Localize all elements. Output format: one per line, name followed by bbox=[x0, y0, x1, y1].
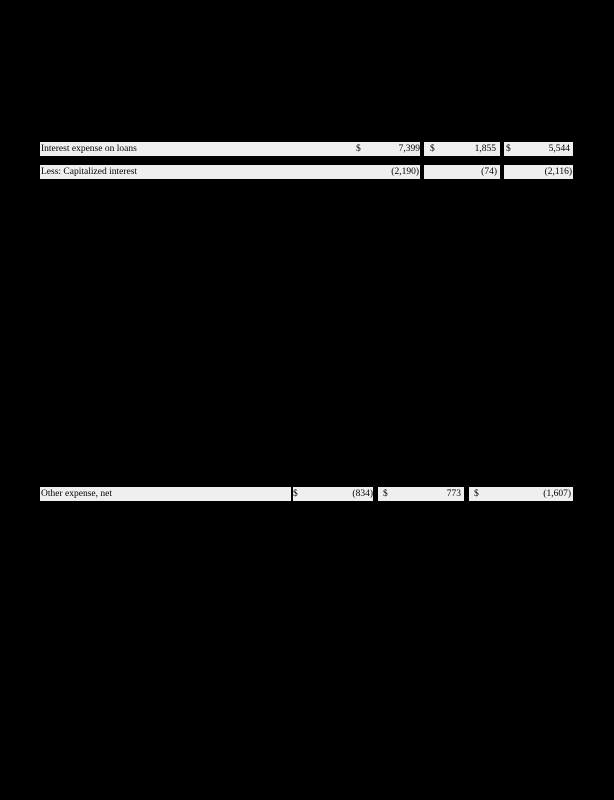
currency-symbol: $ bbox=[356, 144, 361, 154]
table-row bbox=[40, 487, 573, 501]
value-col-2: 773 bbox=[446, 489, 461, 499]
currency-symbol: $ bbox=[506, 144, 511, 154]
value-col-3: (2,116) bbox=[544, 167, 572, 177]
total-underline bbox=[356, 179, 420, 180]
total-underline bbox=[506, 179, 573, 180]
value-col-3: (1,607) bbox=[543, 489, 571, 499]
value-col-2: 1,855 bbox=[474, 144, 496, 154]
currency-symbol: $ bbox=[293, 489, 298, 499]
row-label: Less: Capitalized interest bbox=[41, 167, 138, 177]
value-col-1: (834) bbox=[352, 489, 373, 499]
column-separator bbox=[373, 487, 378, 501]
value-col-1: 7,399 bbox=[398, 144, 420, 154]
column-separator bbox=[500, 165, 504, 179]
hidden-row-divider bbox=[40, 156, 573, 164]
table-row bbox=[40, 142, 573, 156]
value-col-3: 5,544 bbox=[548, 144, 570, 154]
value-col-2: (74) bbox=[481, 167, 497, 177]
currency-symbol: $ bbox=[383, 489, 388, 499]
column-separator bbox=[420, 165, 424, 179]
row-label: Other expense, net bbox=[41, 489, 112, 499]
column-separator bbox=[356, 165, 358, 179]
column-separator bbox=[500, 142, 504, 156]
column-separator bbox=[464, 487, 469, 501]
currency-symbol: $ bbox=[430, 144, 435, 154]
total-underline bbox=[430, 179, 500, 180]
column-separator bbox=[420, 142, 424, 156]
value-col-1: (2,190) bbox=[391, 167, 419, 177]
currency-symbol: $ bbox=[474, 489, 479, 499]
row-label: Interest expense on loans bbox=[41, 144, 137, 154]
table-row bbox=[40, 165, 573, 179]
